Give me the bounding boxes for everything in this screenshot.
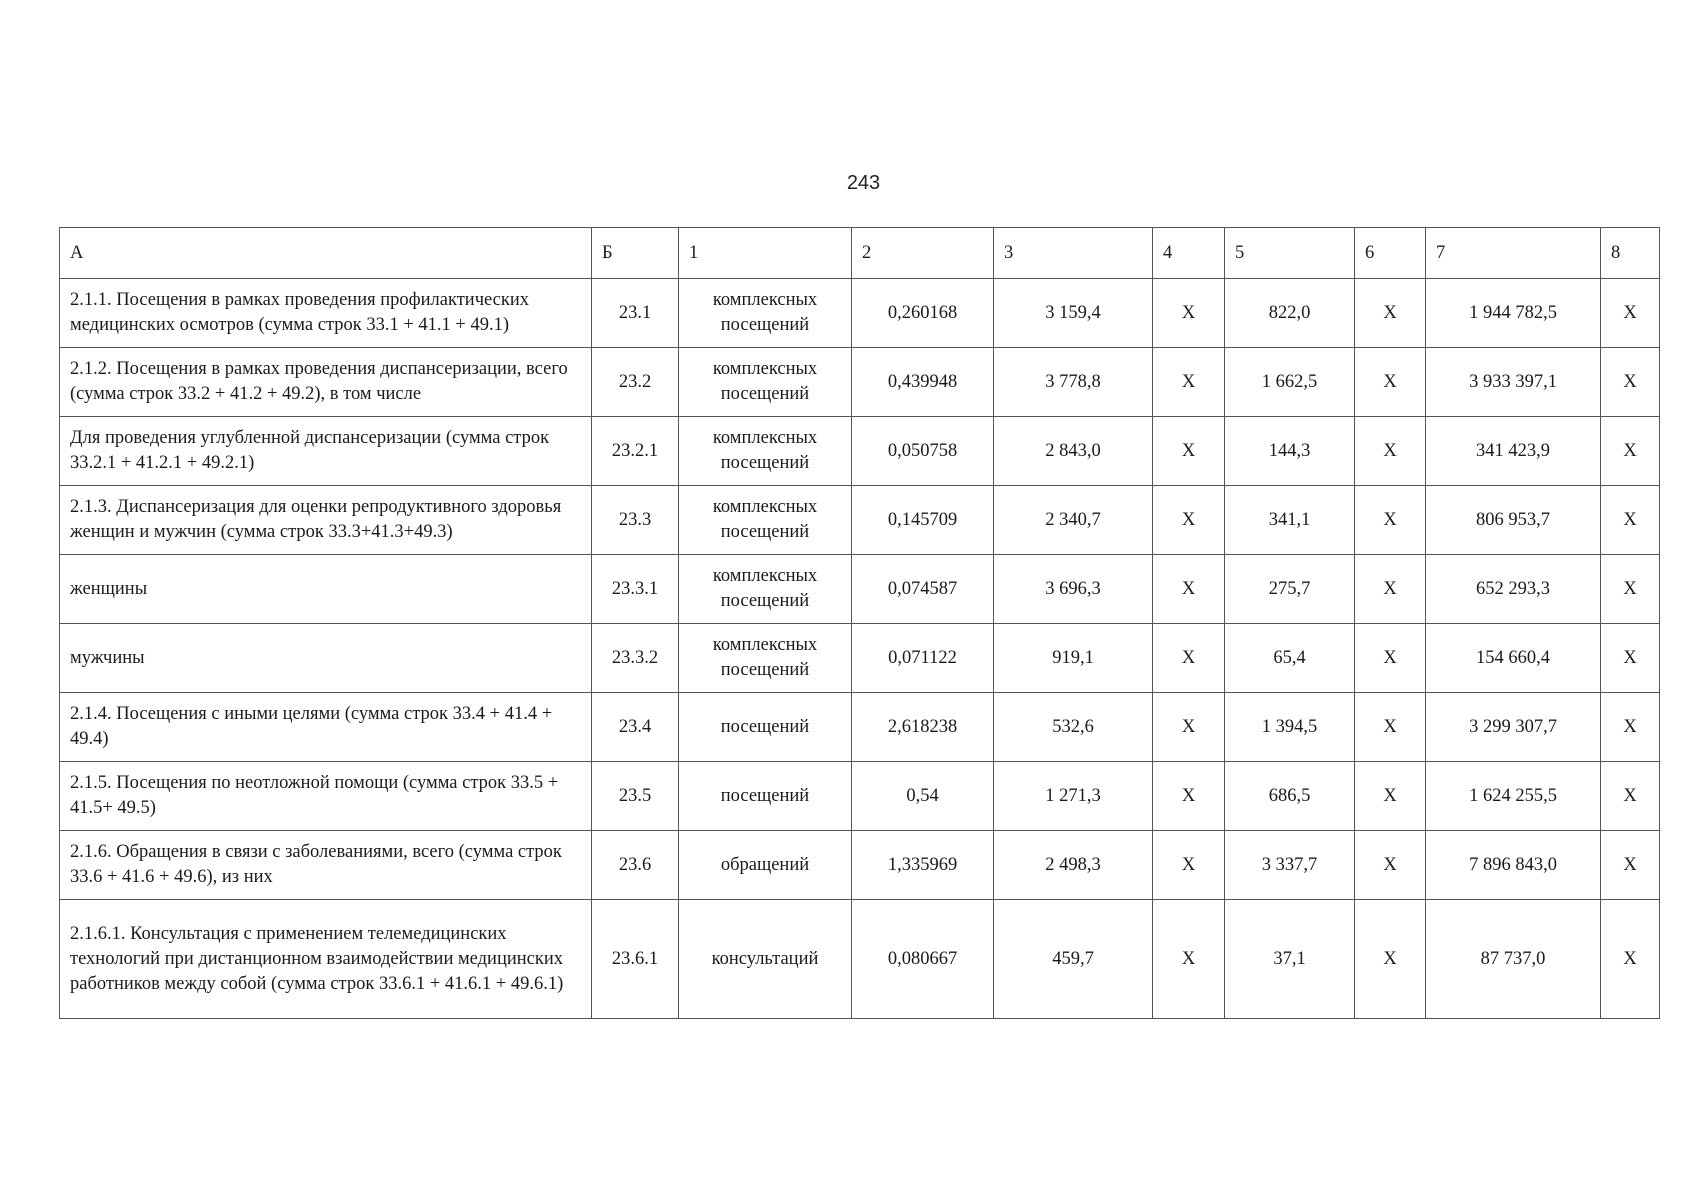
row-value-col4: Х [1153,348,1225,417]
row-value-col5: 37,1 [1225,900,1355,1019]
row-value-col3: 3 696,3 [994,555,1153,624]
row-value-col8: Х [1601,831,1660,900]
header-cell-a: А [60,228,592,279]
row-value-col2: 0,074587 [852,555,994,624]
row-unit-cell: комплексных посещений [679,555,852,624]
row-value-col7: 341 423,9 [1426,417,1601,486]
header-cell-b: Б [592,228,679,279]
row-unit-cell: посещений [679,762,852,831]
table-row [60,900,1660,1019]
row-value-col3: 2 498,3 [994,831,1153,900]
row-value-col6: Х [1355,555,1426,624]
table-row [60,555,1660,624]
header-cell-1: 1 [679,228,852,279]
row-value-col7: 154 660,4 [1426,624,1601,693]
row-value-col3: 2 843,0 [994,417,1153,486]
row-value-col3: 3 778,8 [994,348,1153,417]
table-row [60,762,1660,831]
row-value-col5: 275,7 [1225,555,1355,624]
table-row [60,279,1660,348]
row-name-cell: Для проведения углубленной диспансеризации (сумма строк 33.2.1 + 41.2.1 + 49.2.1) [60,417,592,486]
header-cell-2: 2 [852,228,994,279]
row-value-col4: Х [1153,693,1225,762]
row-name-cell: 2.1.6.1. Консультация с применением телемедицинских технологий при дистанционном взаимодействии медицинских работников между собой (сумма строк 33.6.1 + 41.6.1 + 49.6.1) [60,900,592,1019]
row-value-col8: Х [1601,417,1660,486]
row-value-col5: 686,5 [1225,762,1355,831]
row-code-cell: 23.4 [592,693,679,762]
row-name-cell: 2.1.3. Диспансеризация для оценки репродуктивного здоровья женщин и мужчин (сумма строк 33.3+41.3+49.3) [60,486,592,555]
row-value-col6: Х [1355,900,1426,1019]
row-value-col4: Х [1153,417,1225,486]
row-code-cell: 23.5 [592,762,679,831]
row-value-col2: 0,080667 [852,900,994,1019]
row-name-cell: 2.1.6. Обращения в связи с заболеваниями, всего (сумма строк 33.6 + 41.6 + 49.6), из них [60,831,592,900]
row-unit-cell: обращений [679,831,852,900]
row-value-col2: 1,335969 [852,831,994,900]
row-value-col2: 0,071122 [852,624,994,693]
row-code-cell: 23.3 [592,486,679,555]
row-code-cell: 23.1 [592,279,679,348]
row-value-col7: 3 299 307,7 [1426,693,1601,762]
data-table [59,227,1660,1019]
row-value-col2: 0,439948 [852,348,994,417]
row-value-col8: Х [1601,900,1660,1019]
table-row [60,348,1660,417]
row-name-cell: женщины [60,555,592,624]
row-value-col8: Х [1601,555,1660,624]
row-code-cell: 23.6.1 [592,900,679,1019]
row-code-cell: 23.2.1 [592,417,679,486]
row-value-col7: 806 953,7 [1426,486,1601,555]
row-value-col3: 532,6 [994,693,1153,762]
row-code-cell: 23.2 [592,348,679,417]
row-value-col6: Х [1355,762,1426,831]
table-row [60,693,1660,762]
row-value-col8: Х [1601,279,1660,348]
row-unit-cell: комплексных посещений [679,348,852,417]
row-value-col5: 1 662,5 [1225,348,1355,417]
header-cell-3: 3 [994,228,1153,279]
table-header-row [60,228,1660,279]
row-value-col4: Х [1153,555,1225,624]
row-value-col5: 341,1 [1225,486,1355,555]
row-name-cell: 2.1.5. Посещения по неотложной помощи (сумма строк 33.5 + 41.5+ 49.5) [60,762,592,831]
row-value-col2: 0,54 [852,762,994,831]
row-value-col5: 822,0 [1225,279,1355,348]
row-value-col4: Х [1153,486,1225,555]
row-value-col6: Х [1355,486,1426,555]
row-code-cell: 23.3.2 [592,624,679,693]
row-code-cell: 23.6 [592,831,679,900]
row-value-col6: Х [1355,417,1426,486]
row-value-col4: Х [1153,624,1225,693]
header-cell-5: 5 [1225,228,1355,279]
row-name-cell: мужчины [60,624,592,693]
header-cell-7: 7 [1426,228,1601,279]
row-value-col3: 1 271,3 [994,762,1153,831]
row-value-col8: Х [1601,762,1660,831]
row-value-col6: Х [1355,831,1426,900]
row-value-col7: 3 933 397,1 [1426,348,1601,417]
row-unit-cell: комплексных посещений [679,624,852,693]
row-value-col3: 3 159,4 [994,279,1153,348]
row-value-col4: Х [1153,831,1225,900]
header-cell-4: 4 [1153,228,1225,279]
header-cell-6: 6 [1355,228,1426,279]
table-row [60,417,1660,486]
row-value-col8: Х [1601,348,1660,417]
row-value-col3: 919,1 [994,624,1153,693]
page-number: 243 [846,172,881,194]
row-value-col8: Х [1601,624,1660,693]
row-value-col5: 144,3 [1225,417,1355,486]
row-value-col6: Х [1355,348,1426,417]
row-value-col5: 1 394,5 [1225,693,1355,762]
row-value-col2: 2,618238 [852,693,994,762]
row-unit-cell: комплексных посещений [679,417,852,486]
row-value-col8: Х [1601,693,1660,762]
row-unit-cell: консультаций [679,900,852,1019]
row-value-col7: 7 896 843,0 [1426,831,1601,900]
row-value-col4: Х [1153,762,1225,831]
row-name-cell: 2.1.2. Посещения в рамках проведения диспансеризации, всего (сумма строк 33.2 + 41.2 + 49.2), в том числе [60,348,592,417]
row-value-col3: 2 340,7 [994,486,1153,555]
row-value-col7: 87 737,0 [1426,900,1601,1019]
row-value-col5: 65,4 [1225,624,1355,693]
row-value-col6: Х [1355,624,1426,693]
row-value-col8: Х [1601,486,1660,555]
row-value-col3: 459,7 [994,900,1153,1019]
row-value-col5: 3 337,7 [1225,831,1355,900]
row-unit-cell: посещений [679,693,852,762]
row-value-col6: Х [1355,279,1426,348]
row-code-cell: 23.3.1 [592,555,679,624]
row-value-col4: Х [1153,279,1225,348]
row-value-col2: 0,145709 [852,486,994,555]
row-value-col4: Х [1153,900,1225,1019]
row-value-col7: 1 624 255,5 [1426,762,1601,831]
row-unit-cell: комплексных посещений [679,279,852,348]
table-row [60,486,1660,555]
row-value-col2: 0,050758 [852,417,994,486]
table-row [60,624,1660,693]
row-value-col6: Х [1355,693,1426,762]
row-unit-cell: комплексных посещений [679,486,852,555]
row-name-cell: 2.1.1. Посещения в рамках проведения профилактических медицинских осмотров (сумма строк 33.1 + 41.1 + 49.1) [60,279,592,348]
row-name-cell: 2.1.4. Посещения с иными целями (сумма строк 33.4 + 41.4 + 49.4) [60,693,592,762]
row-value-col2: 0,260168 [852,279,994,348]
row-value-col7: 1 944 782,5 [1426,279,1601,348]
table-row [60,831,1660,900]
row-value-col7: 652 293,3 [1426,555,1601,624]
header-cell-8: 8 [1601,228,1660,279]
